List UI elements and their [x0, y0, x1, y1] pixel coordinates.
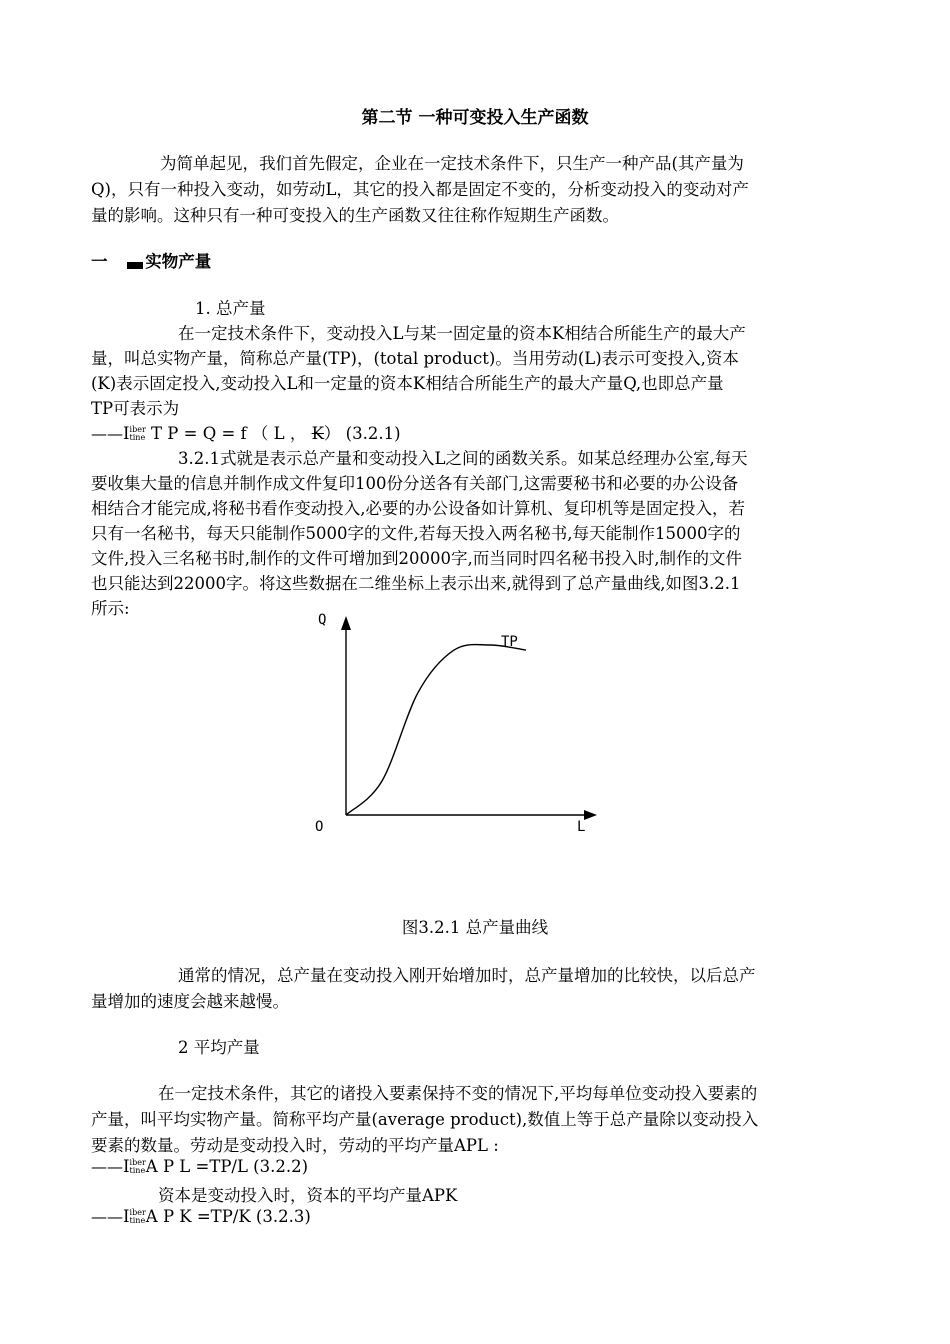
intro-line-3: 量的影响。这种只有一种可变投入的生产函数又往往称作短期生产函数。: [91, 206, 619, 225]
eq1-k: K: [311, 424, 324, 443]
eq-prefix: ——: [91, 424, 123, 443]
sub1-p2-line-4: 只有一名秘书，每天只能制作5000字的文件,若每天投入两名秘书,每天能制作15000字的: [91, 524, 741, 543]
eq1-post: ） (3.2.1): [323, 424, 401, 443]
equation-3-2-2: ——Iiber tineA P L =TP/L (3.2.2): [91, 1157, 309, 1176]
sub1-p2-line-5: 文件,投入三名秘书时,制作的文件可增加到20000字,而当同时四名秘书投入时,制作的文件: [91, 549, 742, 568]
sub1-p2-line-6: 也只能达到22000字。将这些数据在二维坐标上表示出来,就得到了总产量曲线,如图3.2.1: [91, 574, 741, 593]
eq-small-bottom: tine: [129, 433, 146, 442]
note-line-1: 通常的情况，总产量在变动投入刚开始增加时，总产量增加的比较快，以后总产: [178, 966, 756, 985]
x-axis-label: L: [577, 819, 586, 835]
subsection-2-title: 2 平均产量: [178, 1038, 260, 1057]
eq1-pre: T P = Q = f （ L ，: [151, 424, 307, 443]
tp-curve: [346, 645, 526, 815]
x-axis-arrow: [584, 810, 597, 820]
sub1-para-line-2: 量，叫总实物产量，简称总产量(TP)，(total product)。当用劳动(L)表示可变投入,资本: [91, 349, 739, 368]
sub1-para-line-4: TP可表示为: [91, 399, 180, 418]
sub1-p2-line-7: 所示:: [91, 599, 130, 618]
note-line-2: 量增加的速度会越来越慢。: [91, 992, 289, 1011]
intro-line-2: Q)，只有一种投入变动，如劳动L，其它的投入都是固定不变的，分析变动投入的变动对产: [91, 180, 749, 199]
eq3-text: A P K =TP/K (3.2.3): [145, 1207, 311, 1226]
subsection-1-title: 1. 总产量: [195, 299, 266, 318]
sub1-p2-line-2: 要收集大量的信息并制作成文件复印100份分送各有关部门,这需要秘书和必要的办公设备: [91, 474, 739, 493]
sub1-p2-line-3: 相结合才能完成,将秘书看作变动投入,必要的办公设备如计算机、复印机等是固定投入，若: [91, 499, 745, 518]
sub1-para-line-1: 在一定技术条件下，变动投入L与某一固定量的资本K相结合所能生产的最大产: [178, 324, 746, 343]
curve-label-tp: TP: [501, 634, 518, 650]
sub2-para-line-2: 产量，叫平均实物产量。简称平均产量(average product),数值上等于总产量除以变动投入: [91, 1110, 759, 1129]
heading-1-text: 实物产量: [145, 252, 212, 271]
heading-marker-icon: [127, 262, 143, 269]
sub2-para-line-3: 要素的数量。劳动是变动投入时，劳动的平均产量APL :: [91, 1136, 499, 1155]
eq-small-top: iber: [129, 425, 146, 434]
heading-1-number: 一: [91, 252, 108, 271]
y-axis-arrow: [341, 616, 351, 630]
figure-caption: 图3.2.1 总产量曲线: [401, 918, 549, 937]
intro-line-1: 为简单起见，我们首先假定，企业在一定技术条件下，只生产一种产品(其产量为: [160, 154, 744, 173]
equation-3-2-1: ——Iiber tine T P = Q = f （ L ， K） (3.2.1): [91, 424, 401, 443]
origin-label: O: [315, 819, 324, 835]
section-title: 第二节 一种可变投入生产函数: [361, 108, 589, 128]
equation-3-2-3: ——Iiber tineA P K =TP/K (3.2.3): [91, 1207, 311, 1226]
y-axis-label: Q: [318, 612, 327, 628]
heading-1: [91, 248, 211, 272]
sub1-p2-line-1: 3.2.1式就是表示总产量和变动投入L之间的函数关系。如某总经理办公室,每天: [178, 449, 748, 468]
capital-line: 资本是变动投入时，资本的平均产量APK: [158, 1186, 458, 1205]
sub1-para-line-3: (K)表示固定投入,变动投入L和一定量的资本K相结合所能生产的最大产量Q,也即总产量: [91, 374, 724, 393]
eq2-text: A P L =TP/L (3.2.2): [145, 1157, 309, 1176]
sub2-para-line-1: 在一定技术条件，其它的诸投入要素保持不变的情况下,平均每单位变动投入要素的: [158, 1084, 758, 1103]
chart-svg: [300, 608, 610, 848]
total-product-chart: [300, 608, 610, 848]
